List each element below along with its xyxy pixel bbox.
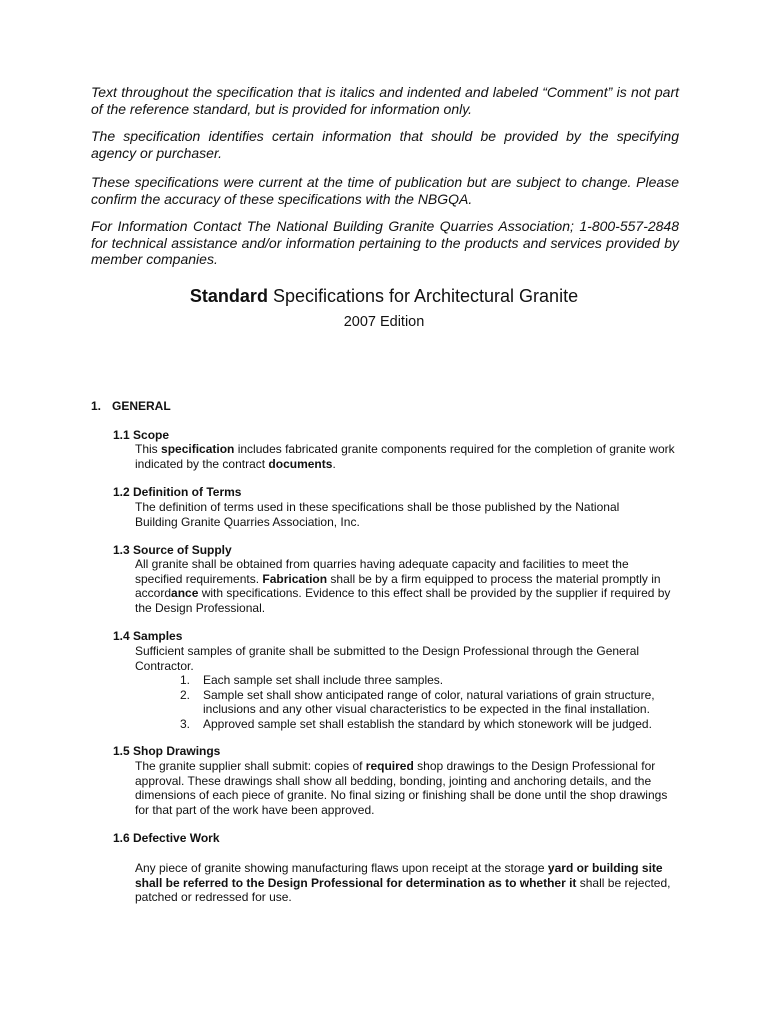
terms-heading: 1.2 Definition of Terms [113, 485, 242, 499]
defective-heading: 1.6 Defective Work [113, 831, 220, 845]
intro-currency-note: These specifications were current at the time of publication but are subject to change. Please confirm the accuracy of these specifications with the NBGQA. [91, 174, 679, 207]
edition-label: 2007 Edition [343, 314, 425, 330]
section-label: GENERAL [112, 399, 171, 413]
supply-text: All granite shall be obtained from quarries having adequate capacity and facilities to meet the specified requirements. Fabrication shall be by a firm equipped to process the material promptly in accordance with specifications. Evidence to this effect shall be provided by the supplier if required by the Design Professional. [135, 557, 671, 615]
terms-text: The definition of terms used in these specifications shall be those published by the National Building Granite Quarries Association, Inc. [135, 500, 620, 529]
defective-text: Any piece of granite showing manufacturing flaws upon receipt at the storage yard or building site shall be referred to the Design Professional for determination as to whether it shall be rejected, patched or redressed for use. [135, 861, 671, 904]
supply-heading: 1.3 Source of Supply [113, 543, 232, 557]
drawings-text: The granite supplier shall submit: copies of required shop drawings to the Design Professional for approval. These drawings shall show all bedding, bonding, jointing and anchoring details, and the dimensions of each piece of granite. No final sizing or finishing shall be done until the shop drawings for that part of the work have been approved. [135, 759, 668, 817]
samples-list [180, 673, 680, 731]
intro-contact-note: For Information Contact The National Building Granite Quarries Association; 1-800-557-2848 for technical assistance and/or information pertaining to the products and services provided by member companies. [91, 218, 679, 267]
intro-comment-note: Text throughout the specification that is italics and indented and labeled “Comment” is not part of the reference standard, but is provided for information only. [91, 84, 679, 117]
samples-text: Sufficient samples of granite shall be submitted to the Design Professional through the General Contractor. [135, 644, 640, 673]
title-rest: Specifications for Architectural Granite [267, 286, 579, 306]
document-title [0, 286, 768, 307]
section-general-heading [91, 399, 171, 413]
title-bold: Standard [189, 286, 268, 306]
scope-heading: 1.1 Scope [113, 428, 170, 442]
intro-purchaser-note: The specification identifies certain information that should be provided by the specifying agency or purchaser. [91, 128, 679, 161]
scope-text: This specification includes fabricated granite components required for the completion of granite work indicated by the contract documents. [135, 442, 675, 471]
section-number: 1. [91, 399, 102, 413]
list-item: 1. Each sample set shall include three samples. [180, 673, 444, 687]
list-item: 2. Sample set shall show anticipated range of color, natural variations of grain structure, inclusions and any other visual characteristics to be expected in the final installation. [180, 687, 655, 716]
list-item: 3. Approved sample set shall establish the standard by which stonework will be judged. [180, 716, 652, 731]
drawings-heading: 1.5 Shop Drawings [113, 744, 221, 758]
samples-heading: 1.4 Samples [113, 629, 183, 643]
